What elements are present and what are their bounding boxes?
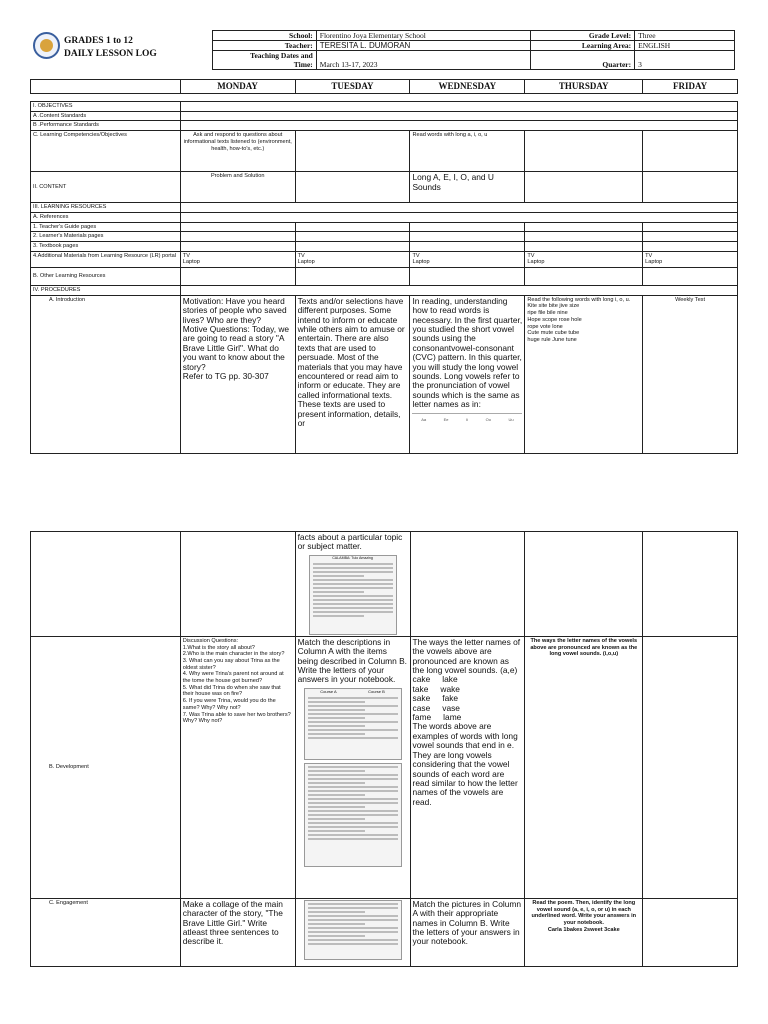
intro-tuesday-continued: facts about a particular topic or subject matter.: [297, 532, 403, 552]
competency-wednesday: Read words with long a, i, o, u: [410, 131, 525, 172]
header-info-table: [212, 30, 735, 70]
teaching-dates-label-line2: Time:: [293, 60, 313, 69]
text-structure-table-image: [304, 763, 402, 867]
engagement-monday: Make a collage of the main character of the story, "The Brave Little Girl." Write atleast three sentences to describe it.: [180, 898, 295, 966]
word-case: case: [412, 702, 431, 713]
tv-friday: TV: [645, 252, 653, 259]
word-fake: fake: [442, 693, 459, 704]
teacher-label: Teacher:: [213, 41, 317, 51]
tv-wednesday: TV: [412, 252, 420, 259]
engagement-label: C. Engagement: [31, 898, 181, 966]
word-take: take: [412, 683, 429, 694]
resources-label: III. LEARNING RESOURCES: [31, 203, 181, 213]
row-engagement: [31, 898, 738, 966]
intro-thursday-words: Kite site bite jive size ripe file bile nine Hope scope rose hole rope vote lone Cute mute cube tube huge rule June tune: [527, 303, 582, 343]
development-wednesday-cell: [410, 636, 525, 898]
teaching-dates-label-line1: Teaching Dates and: [250, 51, 313, 60]
day-header-thursday: THURSDAY: [525, 80, 643, 94]
day-header-friday: FRIDAY: [643, 80, 738, 94]
title-grades: GRADES 1 to 12: [64, 36, 133, 46]
grade-level-label: Grade Level:: [531, 31, 635, 41]
vowel-e: Ee: [443, 416, 449, 422]
additional-materials-label: 4.Additional Materials from Learning Resource (LR) portal: [31, 251, 181, 267]
quarter-value: 3: [635, 51, 735, 70]
day-header-table: [30, 79, 738, 94]
laptop-monday: Laptop: [182, 259, 200, 266]
laptop-friday: Laptop: [645, 259, 663, 266]
day-header-blank: [31, 80, 181, 94]
grade-level-value: Three: [635, 31, 735, 41]
development-wednesday-intro: The ways the letter names of the vowels above are pronounced are known as the long vowel sounds. (a,e): [412, 636, 521, 676]
tv-tuesday: TV: [297, 252, 305, 259]
engagement-wednesday: Match the pictures in Column A with their appropriate names in Column B. Write the letters of your answers in your notebook.: [410, 898, 525, 966]
article-image: [309, 555, 397, 635]
intro-thursday-lead: Read the following words with long i, o, u.: [527, 296, 631, 303]
lm-pages-label: 2. Learner's Materials pages: [31, 232, 181, 242]
intro-thursday-cell: [525, 295, 643, 453]
laptop-tuesday: Laptop: [297, 259, 315, 266]
intro-wednesday-cell: [410, 295, 525, 453]
column-b-header: Course B: [368, 688, 385, 694]
row-other-resources: [31, 268, 738, 286]
vowel-strip: [412, 413, 522, 424]
row-content: [31, 172, 738, 203]
row-competencies: [31, 131, 738, 172]
word-pair: [413, 675, 523, 684]
deped-seal-logo: [33, 32, 60, 59]
competencies-label: C. Learning Competencies/Objectives: [31, 131, 181, 172]
vowel-a: Aa: [421, 416, 427, 422]
textbook-pages-label: 3. Textbook pages: [31, 241, 181, 251]
vowel-i: Ii: [466, 416, 469, 422]
row-performance-standards: [31, 121, 738, 131]
row-resources: [31, 203, 738, 213]
performance-standards-label: B .Performance Standards: [31, 121, 181, 131]
article-image-caption: CALAMBA: Tulo Amazing: [332, 555, 373, 560]
development-tuesday: Match the descriptions in Column A with the items being described in Column B. Write the letters of your answers in your notebook.: [297, 636, 407, 685]
intro-tuesday-continued-cell: [295, 532, 410, 637]
competency-monday: Ask and respond to questions about informational texts listened to (environment, health, how-to's, etc.): [180, 131, 295, 172]
day-header-wednesday: WEDNESDAY: [410, 80, 525, 94]
row-objectives: [31, 102, 738, 112]
school-label: School:: [213, 31, 317, 41]
intro-wednesday: In reading, understanding how to read words is necessary. In the first quarter, you studied the short vowel sounds using the consonantvowel-consonant (CVC) pattern. In this quarter, you will study the long vowel sounds. Long vowels refer to the pronunciation of vowel sounds which is the same as letter names as in:: [412, 295, 523, 410]
lesson-table-part2: [30, 531, 738, 967]
quarter-label: Quarter:: [531, 51, 635, 70]
row-additional-materials: [31, 251, 738, 267]
tv-thursday: TV: [527, 252, 535, 259]
intro-tuesday: Texts and/or selections have different purposes. Some intend to inform or educate while others aim to amuse or entertain. There are also texts that are used to persuade. Most of the materials that you may have encountered or read aim to inform or educate. They are called informational texts. These texts are used to present information, details, or: [295, 295, 410, 453]
vowel-u: Uu: [508, 416, 514, 422]
engagement-tuesday-cell: [295, 898, 410, 966]
teaching-dates-label: [213, 51, 317, 70]
row-introduction: [31, 295, 738, 453]
tv-monday: TV: [182, 252, 190, 259]
procedures-label: IV. PROCEDURES: [31, 286, 181, 296]
development-tuesday-cell: [295, 636, 410, 898]
intro-friday: Weekly Test: [643, 295, 738, 453]
teacher-value: TERESITA L. DUMORAN: [316, 41, 531, 51]
development-thursday: The ways the letter names of the vowels above are pronounced are known as the long vowel sounds. (i,o,u): [525, 636, 643, 898]
word-lame: lame: [443, 712, 462, 723]
content-wednesday: Long A, E, I, O, and U Sounds: [410, 172, 525, 203]
content-standards-label: A .Content Standards: [31, 111, 181, 121]
row-development: [31, 636, 738, 898]
introduction-label: A. Introduction: [31, 295, 181, 453]
engagement-thursday: Read the poem. Then, identify the long vowel sound (a, e, i, o, or u) in each underlined word. Write your answers in your notebook. Carla 1bakes 2sweet 3cake: [525, 898, 643, 966]
development-wednesday-outro: The words above are examples of words with long vowel sounds that end in e. They are long vowels considering that the vowel sounds of each word are read similar to how the letter names of the vowels are read.: [412, 721, 518, 807]
word-vase: vase: [442, 702, 460, 713]
school-value: Florentino Joya Elementary School: [316, 31, 531, 41]
content-monday: Problem and Solution: [180, 172, 295, 203]
teaching-dates-value: March 13-17, 2023: [316, 51, 531, 70]
learning-area-label: Learning Area:: [531, 41, 635, 51]
word-cake: cake: [412, 674, 431, 685]
content-label: II. CONTENT: [31, 172, 181, 203]
development-monday: Discussion Questions: 1.What is the story all about? 2.Who is the main character in the story? 3. What can you say about Trina as the oldest sister? 4. Why were Trina's parent not around at the tome the house got burned? 5. What did Trina do when she saw that their house was on fire? 6. If you were Trina, would you do the same? Why? Why not? 7. Was Trina able to save her two brothers? Why? Why not?: [180, 636, 295, 898]
row-intro-continued: [31, 532, 738, 637]
text-structure-table-image-2: [304, 900, 402, 960]
word-lake: lake: [442, 674, 458, 685]
intro-monday: Motivation: Have you heard stories of people who saved lives? Who are they? Motive Questions: Today, we are going to read a story "A Brave Little Girl". What do you want to know about the story? Refer to TG pp. 30-307: [180, 295, 295, 453]
objectives-label: I. OBJECTIVES: [31, 102, 181, 112]
word-fame: fame: [412, 712, 432, 723]
word-sake: sake: [412, 693, 431, 704]
vowel-o: Oo: [485, 416, 491, 422]
lesson-table-part1: [30, 101, 738, 454]
column-a-header: Course A: [320, 688, 337, 694]
row-procedures: [31, 286, 738, 296]
other-resources-label: B. Other Learning Resources: [31, 268, 181, 286]
learning-area-value: ENGLISH: [635, 41, 735, 51]
word-wake: wake: [440, 683, 460, 694]
tg-pages-label: 1. Teacher's Guide pages: [31, 222, 181, 232]
day-header-tuesday: TUESDAY: [295, 80, 410, 94]
laptop-thursday: Laptop: [527, 259, 545, 266]
matching-columns-image: [304, 688, 402, 760]
development-label: B. Development: [31, 636, 181, 898]
laptop-wednesday: Laptop: [412, 259, 430, 266]
row-content-standards: [31, 111, 738, 121]
title-daily-lesson-log: DAILY LESSON LOG: [64, 49, 157, 59]
day-header-monday: MONDAY: [180, 80, 295, 94]
references-label: A. References: [31, 212, 181, 222]
